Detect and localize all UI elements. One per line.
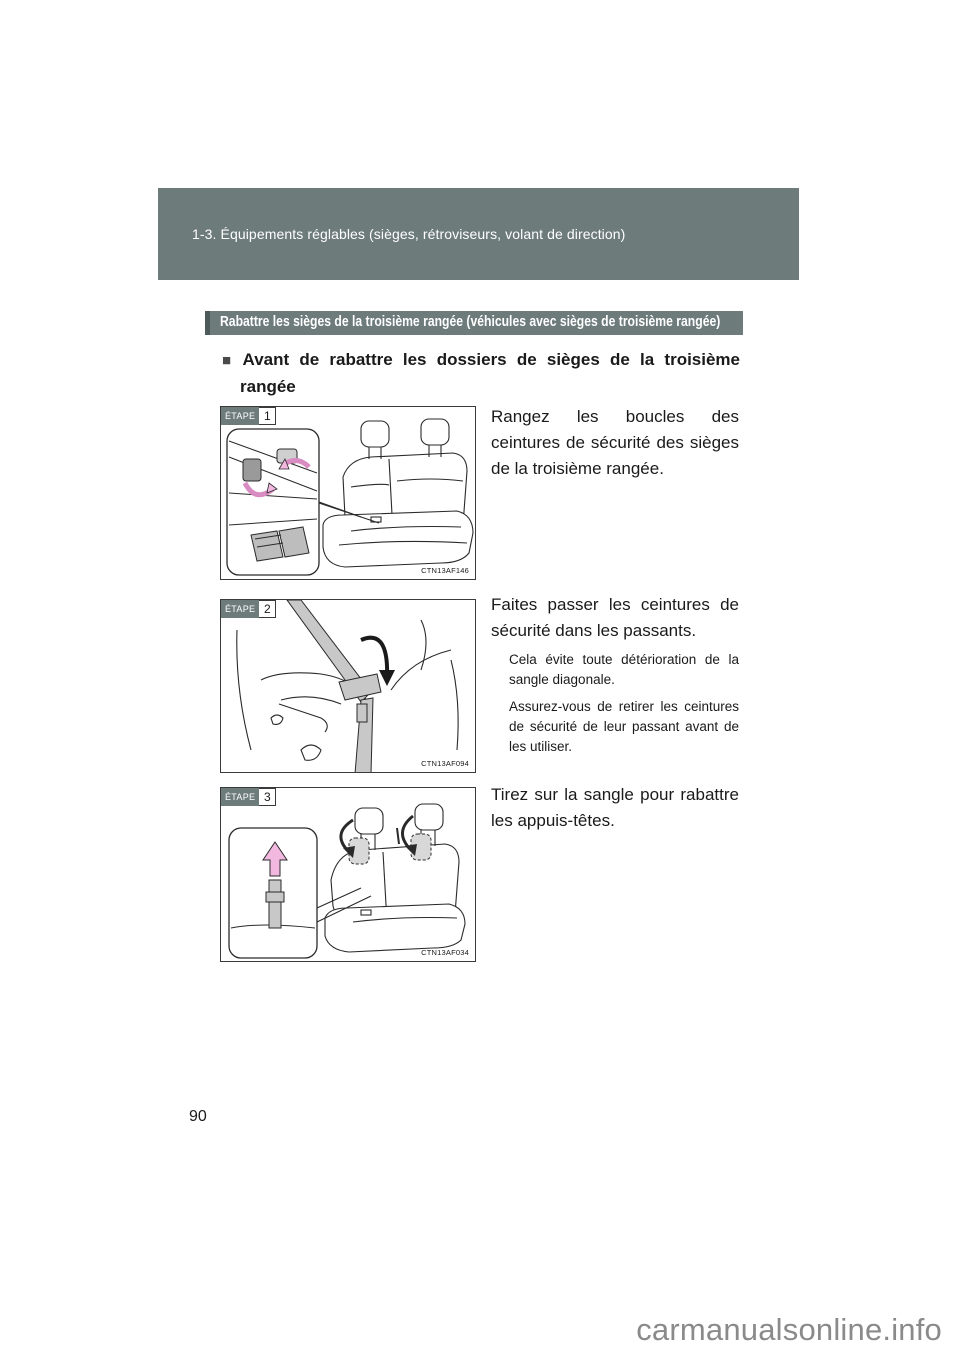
breadcrumb: 1-3. Équipements réglables (sièges, rétroviseurs, volant de direction)	[192, 226, 626, 242]
rear-seat-buckle-illustration	[221, 407, 476, 580]
step-number: 1	[259, 407, 276, 425]
step-2-label	[221, 600, 276, 618]
step-2-note-1: Cela évite toute détérioration de la sangle diagonale.	[509, 652, 739, 687]
step-word: ÉTAPE	[221, 788, 259, 806]
subheading-line-2: rangée	[240, 377, 296, 396]
section-title-bar	[205, 311, 743, 335]
page-number: 90	[189, 1108, 207, 1125]
step-2-text: Faites passer les ceintures de sécurité dans les passants.	[491, 595, 739, 640]
step-3-figure	[220, 787, 476, 962]
step-word: ÉTAPE	[221, 407, 259, 425]
step-3-text: Tirez sur la sangle pour rabattre les appuis-têtes.	[491, 785, 739, 830]
step-1-figure	[220, 406, 476, 580]
belt-loop-illustration	[221, 600, 476, 773]
figure-code: CTN13AF094	[421, 759, 469, 768]
headrest-fold-illustration	[221, 788, 476, 962]
step-2-note-2: Assurez-vous de retirer les ceintures de sécurité de leur passant avant de les utiliser.	[509, 699, 739, 754]
section-title: Rabattre les sièges de la troisième rangée (véhicules avec sièges de troisième rangée)	[220, 314, 721, 330]
subheading	[222, 347, 740, 400]
subheading-line-1: Avant de rabattre les dossiers de sièges de la troisième	[242, 350, 740, 369]
square-bullet-icon: ■	[222, 352, 237, 369]
step-number: 2	[259, 600, 276, 618]
step-1-label	[221, 407, 276, 425]
step-1-text: Rangez les boucles des ceintures de sécurité des sièges de la troisième rangée.	[491, 407, 739, 478]
step-word: ÉTAPE	[221, 600, 259, 618]
step-2-figure	[220, 599, 476, 773]
step-number: 3	[259, 788, 276, 806]
watermark: carmanualsonline.info	[636, 1312, 942, 1347]
figure-code: CTN13AF034	[421, 948, 469, 957]
figure-code: CTN13AF146	[421, 566, 469, 575]
step-3-label	[221, 788, 276, 806]
